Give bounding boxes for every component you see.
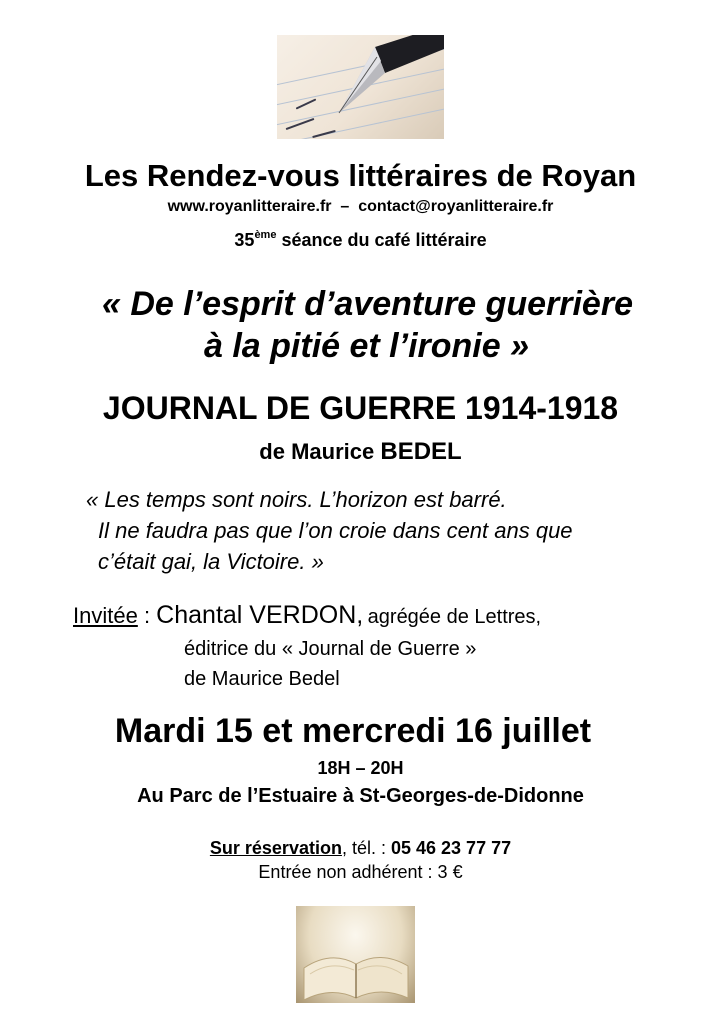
- contact-separator: –: [340, 198, 350, 215]
- author-name: BEDEL: [380, 438, 462, 465]
- seance-superscript: ème: [254, 229, 277, 241]
- contact-line: [0, 198, 721, 216]
- open-book-image: [296, 906, 415, 1003]
- guest-role: éditrice du « Journal de Guerre »: [184, 638, 477, 660]
- booking-label: Sur réservation: [209, 838, 342, 858]
- book-author: [0, 438, 721, 466]
- excerpt-line-2: Il ne faudra pas que l’on croie dans cent ans que: [98, 518, 573, 543]
- entry-price: Entrée non adhérent : 3 €: [258, 862, 463, 882]
- excerpt-line-1: « Les temps sont noirs. L’horizon est barré.: [86, 487, 507, 512]
- theme-line-1: « De l’esprit d’aventure guerrière: [102, 285, 633, 323]
- book-excerpt: [86, 484, 686, 577]
- booking-phone[interactable]: 05 46 23 77 77: [390, 838, 512, 858]
- pen-writing-image: [277, 35, 444, 139]
- excerpt-line-3: c’était gai, la Victoire. »: [98, 549, 324, 574]
- website-link[interactable]: www.royanlitteraire.fr: [167, 198, 332, 215]
- event-hours: 18H – 20H: [317, 758, 404, 778]
- seance-line: [0, 229, 721, 251]
- guest-role-detail: de Maurice Bedel: [184, 668, 340, 690]
- author-prefix: de Maurice: [259, 439, 375, 464]
- event-dates: Mardi 15 et mercredi 16 juillet: [114, 712, 592, 750]
- fountain-pen-icon: [277, 35, 444, 139]
- email-link[interactable]: contact@royanlitteraire.fr: [358, 198, 554, 215]
- guest-name: Chantal VERDON,: [156, 601, 364, 629]
- guest-block: [73, 600, 713, 694]
- guest-description: agrégée de Lettres,: [367, 606, 542, 628]
- seance-number: 35: [234, 230, 255, 250]
- seance-text: séance du café littéraire: [281, 230, 487, 250]
- guest-label: Invitée: [73, 603, 138, 628]
- event-place: Au Parc de l’Estuaire à St-Georges-de-Didonne: [137, 785, 584, 807]
- guest-colon: :: [137, 603, 157, 628]
- theme-line-2: à la pitié et l’ironie »: [204, 327, 529, 365]
- booking-line: [0, 838, 721, 859]
- book-title: JOURNAL DE GUERRE 1914-1918: [102, 390, 619, 426]
- booking-tel-prefix: , tél. :: [341, 838, 391, 858]
- open-book-icon: [296, 906, 415, 1003]
- page-title: Les Rendez-vous littéraires de Royan: [84, 158, 637, 193]
- theme-heading: [0, 283, 721, 367]
